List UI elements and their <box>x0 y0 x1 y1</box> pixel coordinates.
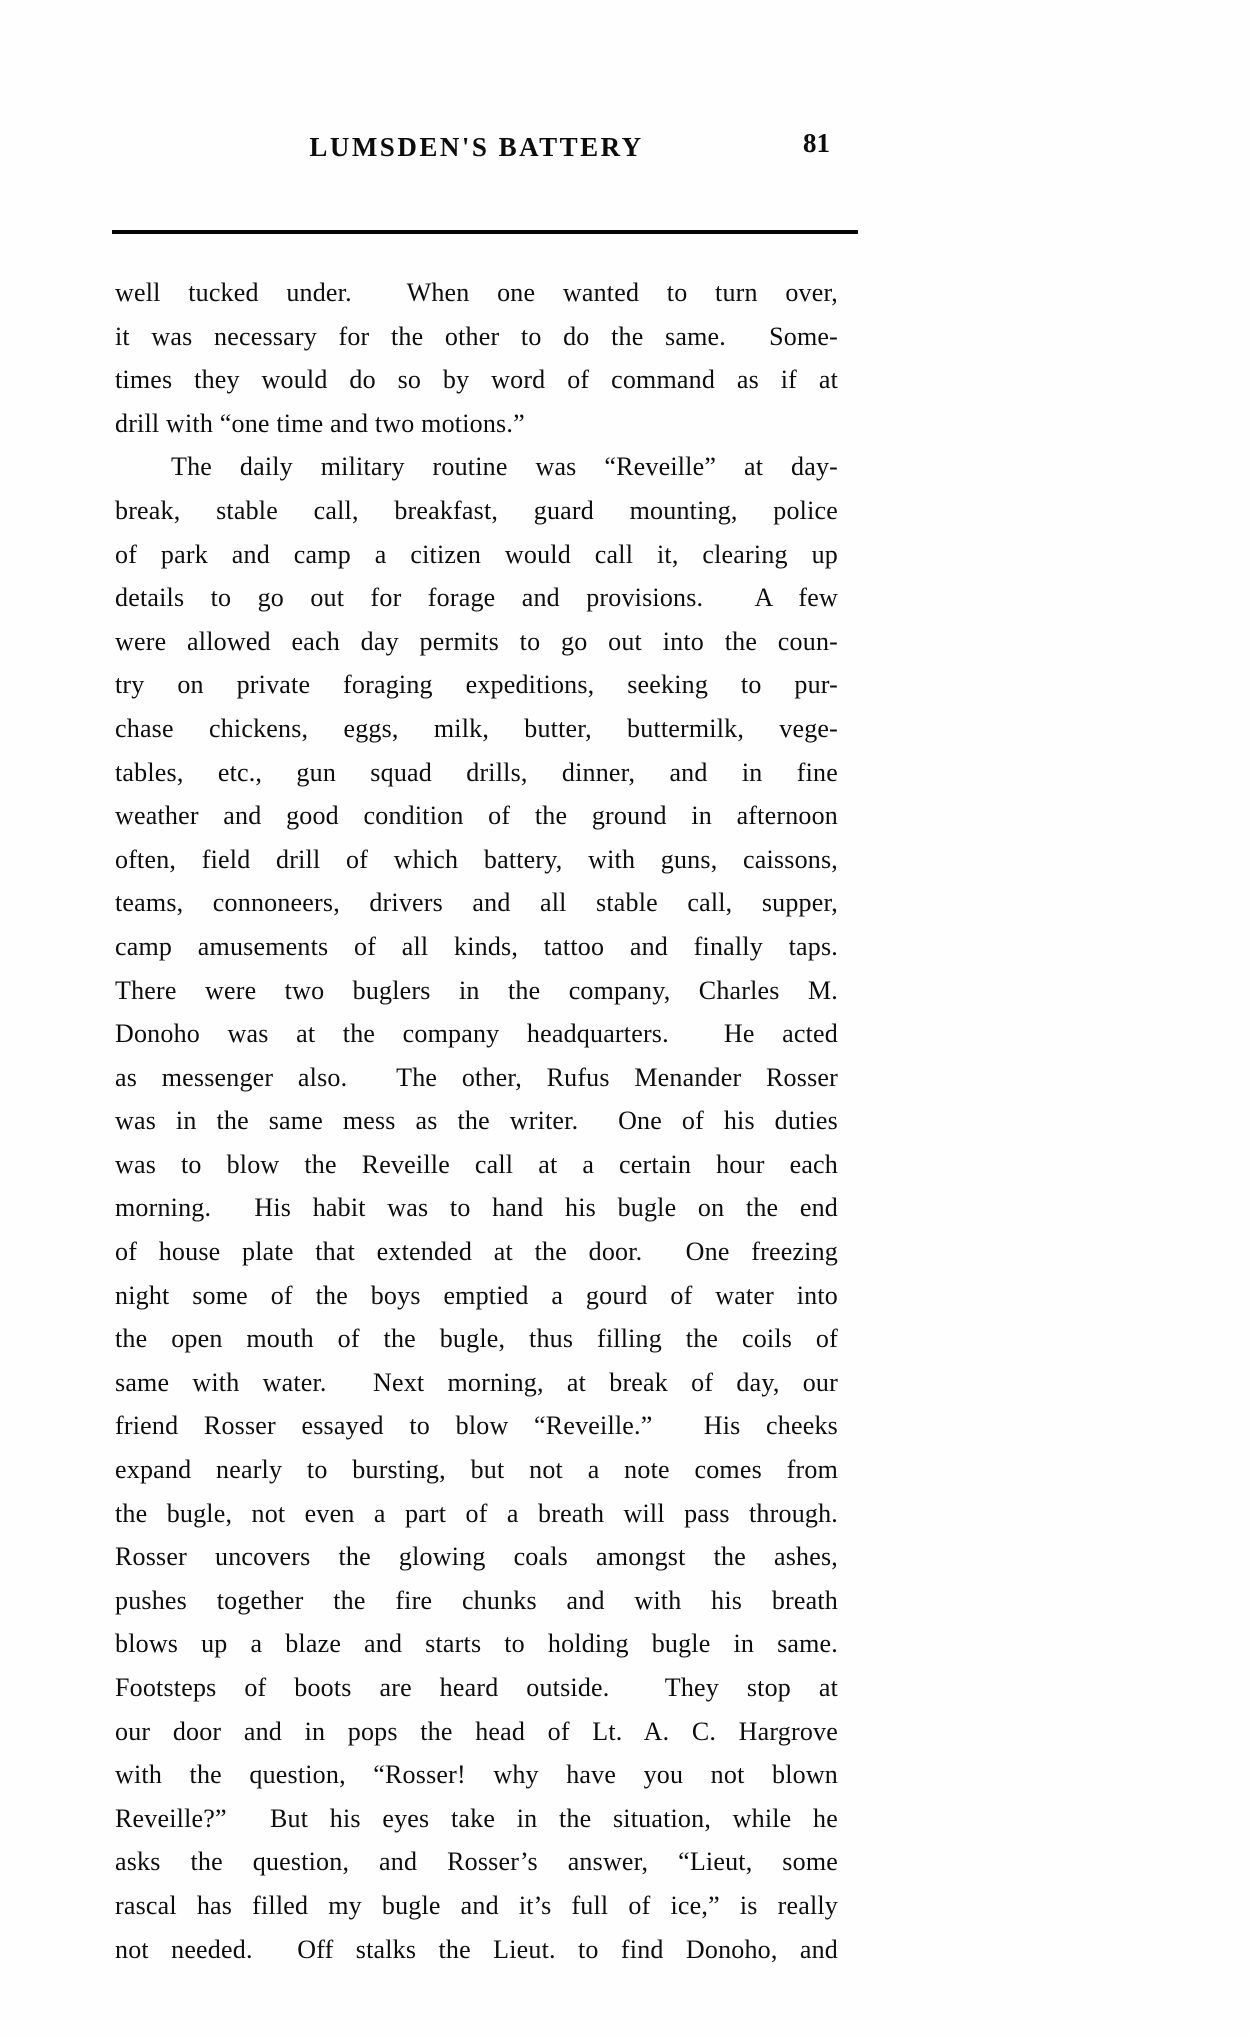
text-line: it was necessary for the other to do the same. Some- <box>115 321 838 351</box>
text-line: pushes together the fire chunks and with his breath <box>115 1585 838 1615</box>
text-line: not needed. Off stalks the Lieut. to find Donoho, and <box>115 1934 838 1964</box>
text-line: asks the question, and Rosser’s answer, “Lieut, some <box>115 1847 838 1877</box>
text-line: details to go out for forage and provisions. A few <box>115 583 838 613</box>
text-line: expand nearly to bursting, but not a note comes from <box>115 1455 838 1485</box>
running-title: LUMSDEN'S BATTERY <box>309 132 644 162</box>
text-line: drill with “one time and two motions.” <box>115 408 525 438</box>
text-line: break, stable call, breakfast, guard mounting, police <box>115 495 838 525</box>
text-line: Rosser uncovers the glowing coals amongst the ashes, <box>115 1542 838 1572</box>
text-line: as messenger also. The other, Rufus Menander Rosser <box>115 1062 838 1092</box>
text-line: teams, connoneers, drivers and all stable call, supper, <box>115 888 838 918</box>
text-line: camp amusements of all kinds, tattoo and finally taps. <box>115 931 838 961</box>
text-line: was in the same mess as the writer. One of his duties <box>115 1106 838 1136</box>
text-line: tables, etc., gun squad drills, dinner, and in fine <box>115 757 838 787</box>
text-line: same with water. Next morning, at break of day, our <box>115 1367 838 1397</box>
text-line: chase chickens, eggs, milk, butter, buttermilk, vege- <box>115 713 838 743</box>
text-line: The daily military routine was “Reveille” at day- <box>171 452 838 482</box>
text-line: our door and in pops the head of Lt. A. C. Hargrove <box>115 1716 838 1746</box>
text-line: Donoho was at the company headquarters. He acted <box>115 1019 838 1049</box>
text-line: the open mouth of the bugle, thus filling the coils of <box>115 1324 838 1354</box>
text-line: was to blow the Reveille call at a certain hour each <box>115 1149 838 1179</box>
text-line: times they would do so by word of command as if at <box>115 365 838 395</box>
text-line: try on private foraging expeditions, seeking to pur- <box>115 670 838 700</box>
text-line: of house plate that extended at the door. One freezing <box>115 1237 838 1267</box>
text-line: blows up a blaze and starts to holding bugle in same. <box>115 1629 838 1659</box>
text-line: of park and camp a citizen would call it, clearing up <box>115 539 838 569</box>
text-line: the bugle, not even a part of a breath will pass through. <box>115 1498 838 1528</box>
text-line: weather and good condition of the ground in afternoon <box>115 801 838 831</box>
text-line: with the question, “Rosser! why have you not blown <box>115 1760 838 1790</box>
text-line: were allowed each day permits to go out into the coun- <box>115 626 838 656</box>
text-line: Reveille?” But his eyes take in the situation, while he <box>115 1803 838 1833</box>
text-line: Footsteps of boots are heard outside. They stop at <box>115 1673 838 1702</box>
text-line: friend Rosser essayed to blow “Reveille.” His cheeks <box>115 1411 838 1441</box>
text-line: night some of the boys emptied a gourd of water into <box>115 1280 838 1310</box>
text-line: morning. His habit was to hand his bugle on the end <box>115 1193 838 1223</box>
text-line: rascal has filled my bugle and it’s full of ice,” is really <box>115 1890 838 1920</box>
text-line: There were two buglers in the company, Charles M. <box>115 975 838 1005</box>
text-line: well tucked under. When one wanted to turn over, <box>115 278 838 307</box>
page-header <box>115 128 838 176</box>
page-number: 81 <box>803 128 830 158</box>
header-rule <box>112 230 858 234</box>
page-text <box>115 271 838 1971</box>
text-line: often, field drill of which battery, with guns, caissons, <box>115 844 838 874</box>
